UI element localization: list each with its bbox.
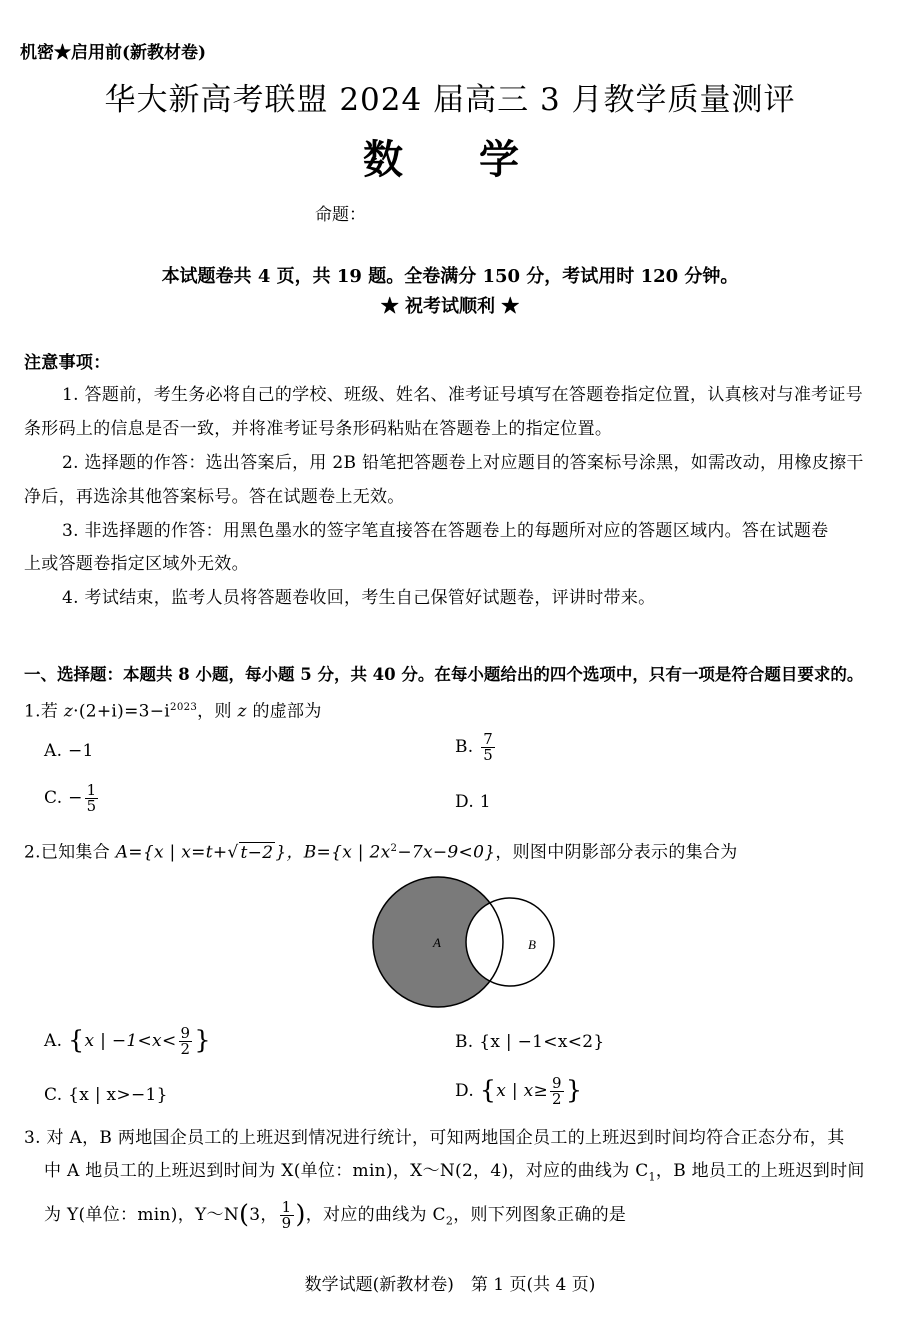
question-2-stem: 2.已知集合 A={x | x=t+√ t−2 }，B={x | $2x^2-7x-9<0$}，则图中阴影部分表示的集合为 <box>24 842 738 863</box>
q1-option-c[interactable]: C. − $\frac{1}{5}$ <box>44 781 97 815</box>
page-footer: 数学试题(新教材卷) 第 1 页(共 4 页) <box>304 1275 596 1295</box>
note-4: 4. 考试结束，监考人员将答题卷收回，考生自己保管好试题卷，评讲时带来。 <box>62 588 656 608</box>
note-2-line-2: 净后，再选涂其他答案标号。答在试题卷上无效。 <box>24 487 405 507</box>
section-1-heading: 一、选择题：本题共 8 小题，每小题 5 分，共 40 分。在每小题给出的四个选项中，只有一项是符合题目要求的。 <box>24 665 864 684</box>
venn-diagram <box>340 870 580 1020</box>
venn-label-b: B <box>528 937 536 952</box>
note-3-line-1: 3. 非选择题的作答：用黑色墨水的签字笔直接答在答题卷上的每题所对应的答题区域内。答在试题卷 <box>62 521 829 541</box>
note-1-line-2: 条形码上的信息是否一致，并将准考证号条形码粘贴在答题卷上的指定位置。 <box>24 419 613 439</box>
subject-title: 数 学 <box>363 136 537 183</box>
q1-option-d[interactable]: D. 1 <box>455 792 491 812</box>
question-3-line-3: 为 Y(单位：min)，Y～N(3， $\frac{1}{9}$ )，对应的曲线为 $C_2$，则下列图象正确的是 <box>44 1198 627 1232</box>
question-3-line-1: 3. 对 A，B 两地国企员工的上班迟到情况进行统计，可知两地国企员工的上班迟到时间均符合正态分布，其 <box>24 1128 845 1148</box>
q2-option-a[interactable]: A. {x | −1<x< $\frac{9}{2}$ } <box>44 1024 211 1058</box>
author-label: 命题： <box>315 205 366 225</box>
question-3-line-2: 中 A 地员工的上班迟到时间为 X(单位：min)，X～N(2，4)，对应的曲线为 $C_1$，B 地员工的上班迟到时间 <box>44 1161 865 1184</box>
confidential-tag: 机密★启用前(新教材卷) <box>20 43 207 63</box>
q1-option-b[interactable]: B. $\frac{7}{5}$ <box>455 730 494 764</box>
set-b-circle <box>466 898 554 986</box>
good-luck-wish: ★ 祝考试顺利 ★ <box>380 296 520 317</box>
q2-option-c[interactable]: C. {x | x>−1} <box>44 1085 168 1105</box>
venn-label-a: A <box>433 935 441 950</box>
q2-option-b[interactable]: B. {x | −1<x<2} <box>455 1032 605 1052</box>
note-3-line-2: 上或答题卷指定区域外无效。 <box>24 554 249 574</box>
note-2-line-1: 2. 选择题的作答：选出答案后，用 2B 铅笔把答题卷上对应题目的答案标号涂黑，如需改动，用橡皮擦干 <box>62 453 864 473</box>
q2-option-d[interactable]: D. {x | x≥ $\frac{9}{2}$ } <box>455 1074 583 1108</box>
notes-heading: 注意事项： <box>24 353 111 373</box>
exam-title: 华大新高考联盟 2024 届高三 3 月教学质量测评 <box>104 82 796 118</box>
q1-option-a[interactable]: A. −1 <box>44 741 94 761</box>
question-1-stem: 1.若 $z\cdot(2+i)=3-i^{2023}$，则 z 的虚部为 <box>24 701 322 722</box>
note-1-line-1: 1. 答题前，考生务必将自己的学校、班级、姓名、准考证号填写在答题卷指定位置，认真核对与准考证号 <box>62 385 864 405</box>
exam-info: 本试题卷共 4 页，共 19 题。全卷满分 150 分，考试用时 120 分钟。 <box>161 266 739 287</box>
